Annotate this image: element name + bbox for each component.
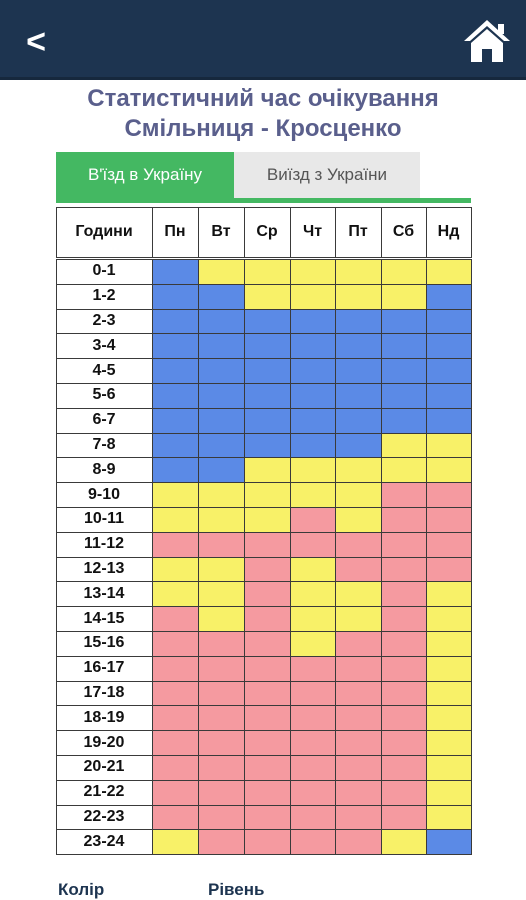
wait-level-cell (290, 606, 336, 632)
wait-level-cell (381, 829, 427, 855)
direction-tabs (56, 152, 471, 200)
hour-label: 6-7 (92, 411, 116, 429)
tab-exit-ukraine[interactable]: Виїзд з України (234, 152, 420, 198)
wait-level-cell (426, 829, 472, 855)
wait-level-cell (290, 532, 336, 558)
wait-level-cell (198, 730, 245, 756)
wait-level-cell (244, 829, 291, 855)
hour-label: 17-18 (83, 683, 125, 701)
wait-level-cell (426, 581, 472, 607)
hour-label: 3-4 (92, 336, 116, 354)
wait-level-cell (381, 259, 427, 285)
wait-level-cell (290, 656, 336, 682)
header-day-label: Пн (164, 223, 186, 240)
wait-level-cell (426, 333, 472, 359)
wait-level-cell (152, 755, 199, 781)
wait-level-cell (335, 284, 382, 310)
wait-level-cell (290, 755, 336, 781)
wait-level-cell (381, 358, 427, 384)
wait-level-cell (426, 780, 472, 806)
wait-level-cell (290, 681, 336, 707)
wait-level-cell (290, 259, 336, 285)
wait-level-cell (290, 358, 336, 384)
hour-label: 4-5 (92, 361, 116, 379)
wait-level-cell (198, 780, 245, 806)
wait-level-cell (244, 681, 291, 707)
hour-label: 20-21 (83, 758, 125, 776)
wait-level-cell (198, 333, 245, 359)
wait-level-cell (290, 507, 336, 533)
wait-level-cell (152, 457, 199, 483)
wait-level-cell (290, 284, 336, 310)
wait-level-cell (426, 433, 472, 459)
wait-level-cell (152, 681, 199, 707)
wait-level-cell (426, 309, 472, 335)
wait-level-cell (381, 408, 427, 434)
wait-level-cell (381, 805, 427, 831)
wait-level-cell (335, 606, 382, 632)
wait-level-cell (335, 383, 382, 409)
wait-level-cell (335, 433, 382, 459)
wait-level-cell (198, 829, 245, 855)
tab-indicator (56, 198, 471, 203)
wait-level-cell (198, 755, 245, 781)
wait-level-cell (152, 631, 199, 657)
wait-level-cell (244, 557, 291, 583)
wait-level-cell (198, 805, 245, 831)
wait-level-cell (152, 805, 199, 831)
hour-label: 19-20 (83, 733, 125, 751)
wait-level-cell (426, 408, 472, 434)
header-day-label: Нд (437, 223, 460, 240)
wait-level-cell (244, 433, 291, 459)
wait-level-cell (426, 532, 472, 558)
wait-level-cell (152, 557, 199, 583)
title-line-1: Статистичний час очікування (87, 85, 439, 112)
wait-level-cell (244, 730, 291, 756)
wait-level-cell (290, 829, 336, 855)
hour-label: 12-13 (83, 559, 125, 577)
wait-level-cell (198, 383, 245, 409)
wait-level-cell (381, 433, 427, 459)
wait-level-cell (426, 681, 472, 707)
wait-level-cell (152, 482, 199, 508)
legend-color-label: Колір (58, 880, 105, 899)
wait-level-cell (152, 383, 199, 409)
hour-label: 21-22 (83, 783, 125, 801)
header-day-label: Пт (348, 223, 368, 240)
wait-level-cell (426, 606, 472, 632)
wait-level-cell (335, 681, 382, 707)
wait-level-cell (381, 383, 427, 409)
hour-label: 8-9 (92, 460, 116, 478)
wait-level-cell (426, 507, 472, 533)
wait-level-cell (244, 482, 291, 508)
wait-level-cell (426, 457, 472, 483)
wait-level-cell (290, 730, 336, 756)
home-button[interactable] (462, 18, 512, 64)
wait-level-cell (152, 309, 199, 335)
wait-level-cell (335, 805, 382, 831)
wait-level-cell (426, 631, 472, 657)
wait-level-cell (381, 284, 427, 310)
hour-label: 16-17 (83, 659, 125, 677)
wait-level-cell (290, 457, 336, 483)
hour-label: 1-2 (92, 287, 116, 305)
hour-label: 15-16 (83, 634, 125, 652)
wait-level-cell (381, 631, 427, 657)
wait-level-cell (244, 656, 291, 682)
wait-level-cell (381, 333, 427, 359)
wait-level-cell (426, 805, 472, 831)
wait-level-cell (290, 780, 336, 806)
back-button[interactable]: < (26, 23, 46, 61)
wait-level-cell (335, 507, 382, 533)
wait-level-cell (152, 433, 199, 459)
waiting-time-table (56, 207, 471, 854)
wait-level-cell (244, 532, 291, 558)
hour-label: 9-10 (87, 485, 121, 503)
wait-level-cell (198, 284, 245, 310)
wait-level-cell (335, 457, 382, 483)
wait-level-cell (335, 557, 382, 583)
wait-level-cell (198, 433, 245, 459)
wait-level-cell (381, 532, 427, 558)
wait-level-cell (244, 581, 291, 607)
tab-entry-ukraine[interactable]: В'їзд в Україну (56, 152, 234, 198)
wait-level-cell (244, 755, 291, 781)
wait-level-cell (152, 656, 199, 682)
wait-level-cell (426, 482, 472, 508)
wait-level-cell (426, 358, 472, 384)
wait-level-cell (152, 730, 199, 756)
hour-label: 0-1 (92, 262, 116, 280)
wait-level-cell (290, 805, 336, 831)
wait-level-cell (426, 755, 472, 781)
wait-level-cell (244, 358, 291, 384)
hour-label: 11-12 (83, 535, 125, 553)
wait-level-cell (244, 383, 291, 409)
wait-level-cell (198, 408, 245, 434)
wait-level-cell (152, 358, 199, 384)
hour-label: 14-15 (83, 609, 125, 627)
wait-level-cell (290, 705, 336, 731)
wait-level-cell (426, 284, 472, 310)
hour-label: 22-23 (83, 807, 125, 825)
wait-level-cell (290, 557, 336, 583)
wait-level-cell (426, 705, 472, 731)
wait-level-cell (381, 557, 427, 583)
wait-level-cell (335, 358, 382, 384)
wait-level-cell (426, 656, 472, 682)
wait-level-cell (381, 507, 427, 533)
wait-level-cell (152, 532, 199, 558)
wait-level-cell (198, 457, 245, 483)
wait-level-cell (244, 805, 291, 831)
wait-level-cell (335, 780, 382, 806)
wait-level-cell (335, 309, 382, 335)
hour-label: 7-8 (92, 435, 116, 453)
wait-level-cell (198, 482, 245, 508)
wait-level-cell (198, 507, 245, 533)
wait-level-cell (152, 408, 199, 434)
wait-level-cell (335, 408, 382, 434)
wait-level-cell (244, 284, 291, 310)
wait-level-cell (198, 656, 245, 682)
wait-level-cell (290, 309, 336, 335)
hour-label: 18-19 (83, 708, 125, 726)
header-day-label: Сб (392, 223, 415, 240)
wait-level-cell (335, 482, 382, 508)
hour-label: 2-3 (92, 311, 116, 329)
hour-label: 5-6 (92, 386, 116, 404)
wait-level-cell (152, 284, 199, 310)
wait-level-cell (244, 705, 291, 731)
wait-level-cell (381, 730, 427, 756)
wait-level-cell (198, 631, 245, 657)
wait-level-cell (152, 829, 199, 855)
wait-level-cell (381, 681, 427, 707)
wait-level-cell (198, 309, 245, 335)
wait-level-cell (244, 259, 291, 285)
wait-level-cell (152, 259, 199, 285)
wait-level-cell (381, 656, 427, 682)
wait-level-cell (290, 482, 336, 508)
wait-level-cell (290, 581, 336, 607)
wait-level-cell (335, 705, 382, 731)
header-hours-label: Години (75, 223, 133, 240)
wait-level-cell (426, 730, 472, 756)
wait-level-cell (381, 482, 427, 508)
wait-level-cell (152, 507, 199, 533)
wait-level-cell (335, 259, 382, 285)
legend-level-label: Рівень (208, 880, 265, 899)
wait-level-cell (290, 383, 336, 409)
title-line-2: Смільниця - Кросценко (124, 115, 402, 142)
wait-level-cell (335, 333, 382, 359)
wait-level-cell (426, 557, 472, 583)
top-bar (0, 0, 526, 80)
hour-label: 23-24 (83, 832, 125, 850)
wait-level-cell (381, 780, 427, 806)
wait-level-cell (244, 333, 291, 359)
hour-label: 13-14 (83, 584, 125, 602)
wait-level-cell (198, 358, 245, 384)
wait-level-cell (290, 631, 336, 657)
wait-level-cell (335, 581, 382, 607)
wait-level-cell (244, 408, 291, 434)
wait-level-cell (198, 557, 245, 583)
wait-level-cell (198, 259, 245, 285)
wait-level-cell (335, 656, 382, 682)
wait-level-cell (198, 581, 245, 607)
wait-level-cell (335, 631, 382, 657)
wait-level-cell (381, 705, 427, 731)
wait-level-cell (198, 606, 245, 632)
wait-level-cell (381, 309, 427, 335)
wait-level-cell (152, 606, 199, 632)
wait-level-cell (244, 457, 291, 483)
wait-level-cell (290, 433, 336, 459)
hour-label: 10-11 (83, 510, 125, 528)
wait-level-cell (426, 259, 472, 285)
wait-level-cell (335, 755, 382, 781)
wait-level-cell (381, 457, 427, 483)
wait-level-cell (381, 606, 427, 632)
wait-level-cell (290, 408, 336, 434)
wait-level-cell (244, 507, 291, 533)
header-day-label: Вт (211, 223, 231, 240)
wait-level-cell (244, 780, 291, 806)
wait-level-cell (335, 730, 382, 756)
wait-level-cell (381, 581, 427, 607)
wait-level-cell (426, 383, 472, 409)
wait-level-cell (244, 606, 291, 632)
wait-level-cell (152, 780, 199, 806)
page-title (0, 84, 526, 144)
wait-level-cell (152, 705, 199, 731)
wait-level-cell (198, 532, 245, 558)
header-day-label: Ср (256, 223, 278, 240)
wait-level-cell (244, 631, 291, 657)
wait-level-cell (152, 333, 199, 359)
wait-level-cell (290, 333, 336, 359)
wait-level-cell (198, 705, 245, 731)
wait-level-cell (198, 681, 245, 707)
wait-level-cell (152, 581, 199, 607)
wait-level-cell (381, 755, 427, 781)
header-day-label: Чт (302, 223, 323, 240)
wait-level-cell (335, 829, 382, 855)
wait-level-cell (244, 309, 291, 335)
home-icon (462, 18, 512, 64)
wait-level-cell (335, 532, 382, 558)
